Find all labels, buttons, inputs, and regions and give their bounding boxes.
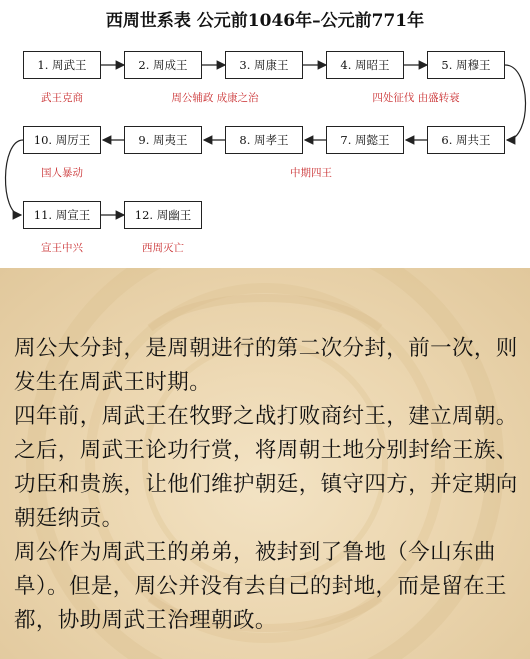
note-zhongxing: 宣王中兴 xyxy=(41,242,83,254)
king-box-2: 2. 周成王 xyxy=(124,51,202,79)
paragraph-1: 周公大分封，是周朝进行的第二次分封，前一次，则发生在周武王时期。 xyxy=(14,336,518,395)
king-box-4: 4. 周昭王 xyxy=(326,51,404,79)
note-zhaomu: 四处征伐 由盛转衰 xyxy=(372,92,460,104)
paragraph-3: 周公作为周武王的弟弟，被封到了鲁地（今山东曲阜）。但是，周公并没有去自己的封地，而是留在王都，协助周武王治理朝政。 xyxy=(14,540,507,633)
king-box-11: 11. 周宣王 xyxy=(23,201,101,229)
note-chengkang: 周公辅政 成康之治 xyxy=(171,92,259,104)
king-box-5: 5. 周穆王 xyxy=(427,51,505,79)
note-baodong: 国人暴动 xyxy=(41,167,83,179)
note-miewang: 西周灭亡 xyxy=(142,242,184,254)
king-box-1: 1. 周武王 xyxy=(23,51,101,79)
king-box-10: 10. 周厉王 xyxy=(23,126,101,154)
text-panel xyxy=(0,268,530,659)
diagram-title: 西周世系表 公元前1046年–公元前771年 xyxy=(105,11,425,31)
king-box-9: 9. 周夷王 xyxy=(124,126,202,154)
king-box-12: 12. 周幽王 xyxy=(124,201,202,229)
note-zhongqi: 中期四王 xyxy=(290,167,332,179)
note-wuwang: 武王克商 xyxy=(41,92,83,104)
king-box-8: 8. 周孝王 xyxy=(225,126,303,154)
arrow-10-11 xyxy=(5,140,23,215)
king-box-3: 3. 周康王 xyxy=(225,51,303,79)
paragraph-2: 四年前，周武王在牧野之战打败商纣王，建立周朝。之后，周武王论功行赏，将周朝土地分别封给王族、功臣和贵族，让他们维护朝廷，镇守四方，并定期向朝廷纳贡。 xyxy=(14,404,518,531)
king-box-7: 7. 周懿王 xyxy=(326,126,404,154)
lineage-diagram xyxy=(0,0,530,268)
arrow-5-6 xyxy=(505,65,526,140)
king-box-6: 6. 周共王 xyxy=(427,126,505,154)
